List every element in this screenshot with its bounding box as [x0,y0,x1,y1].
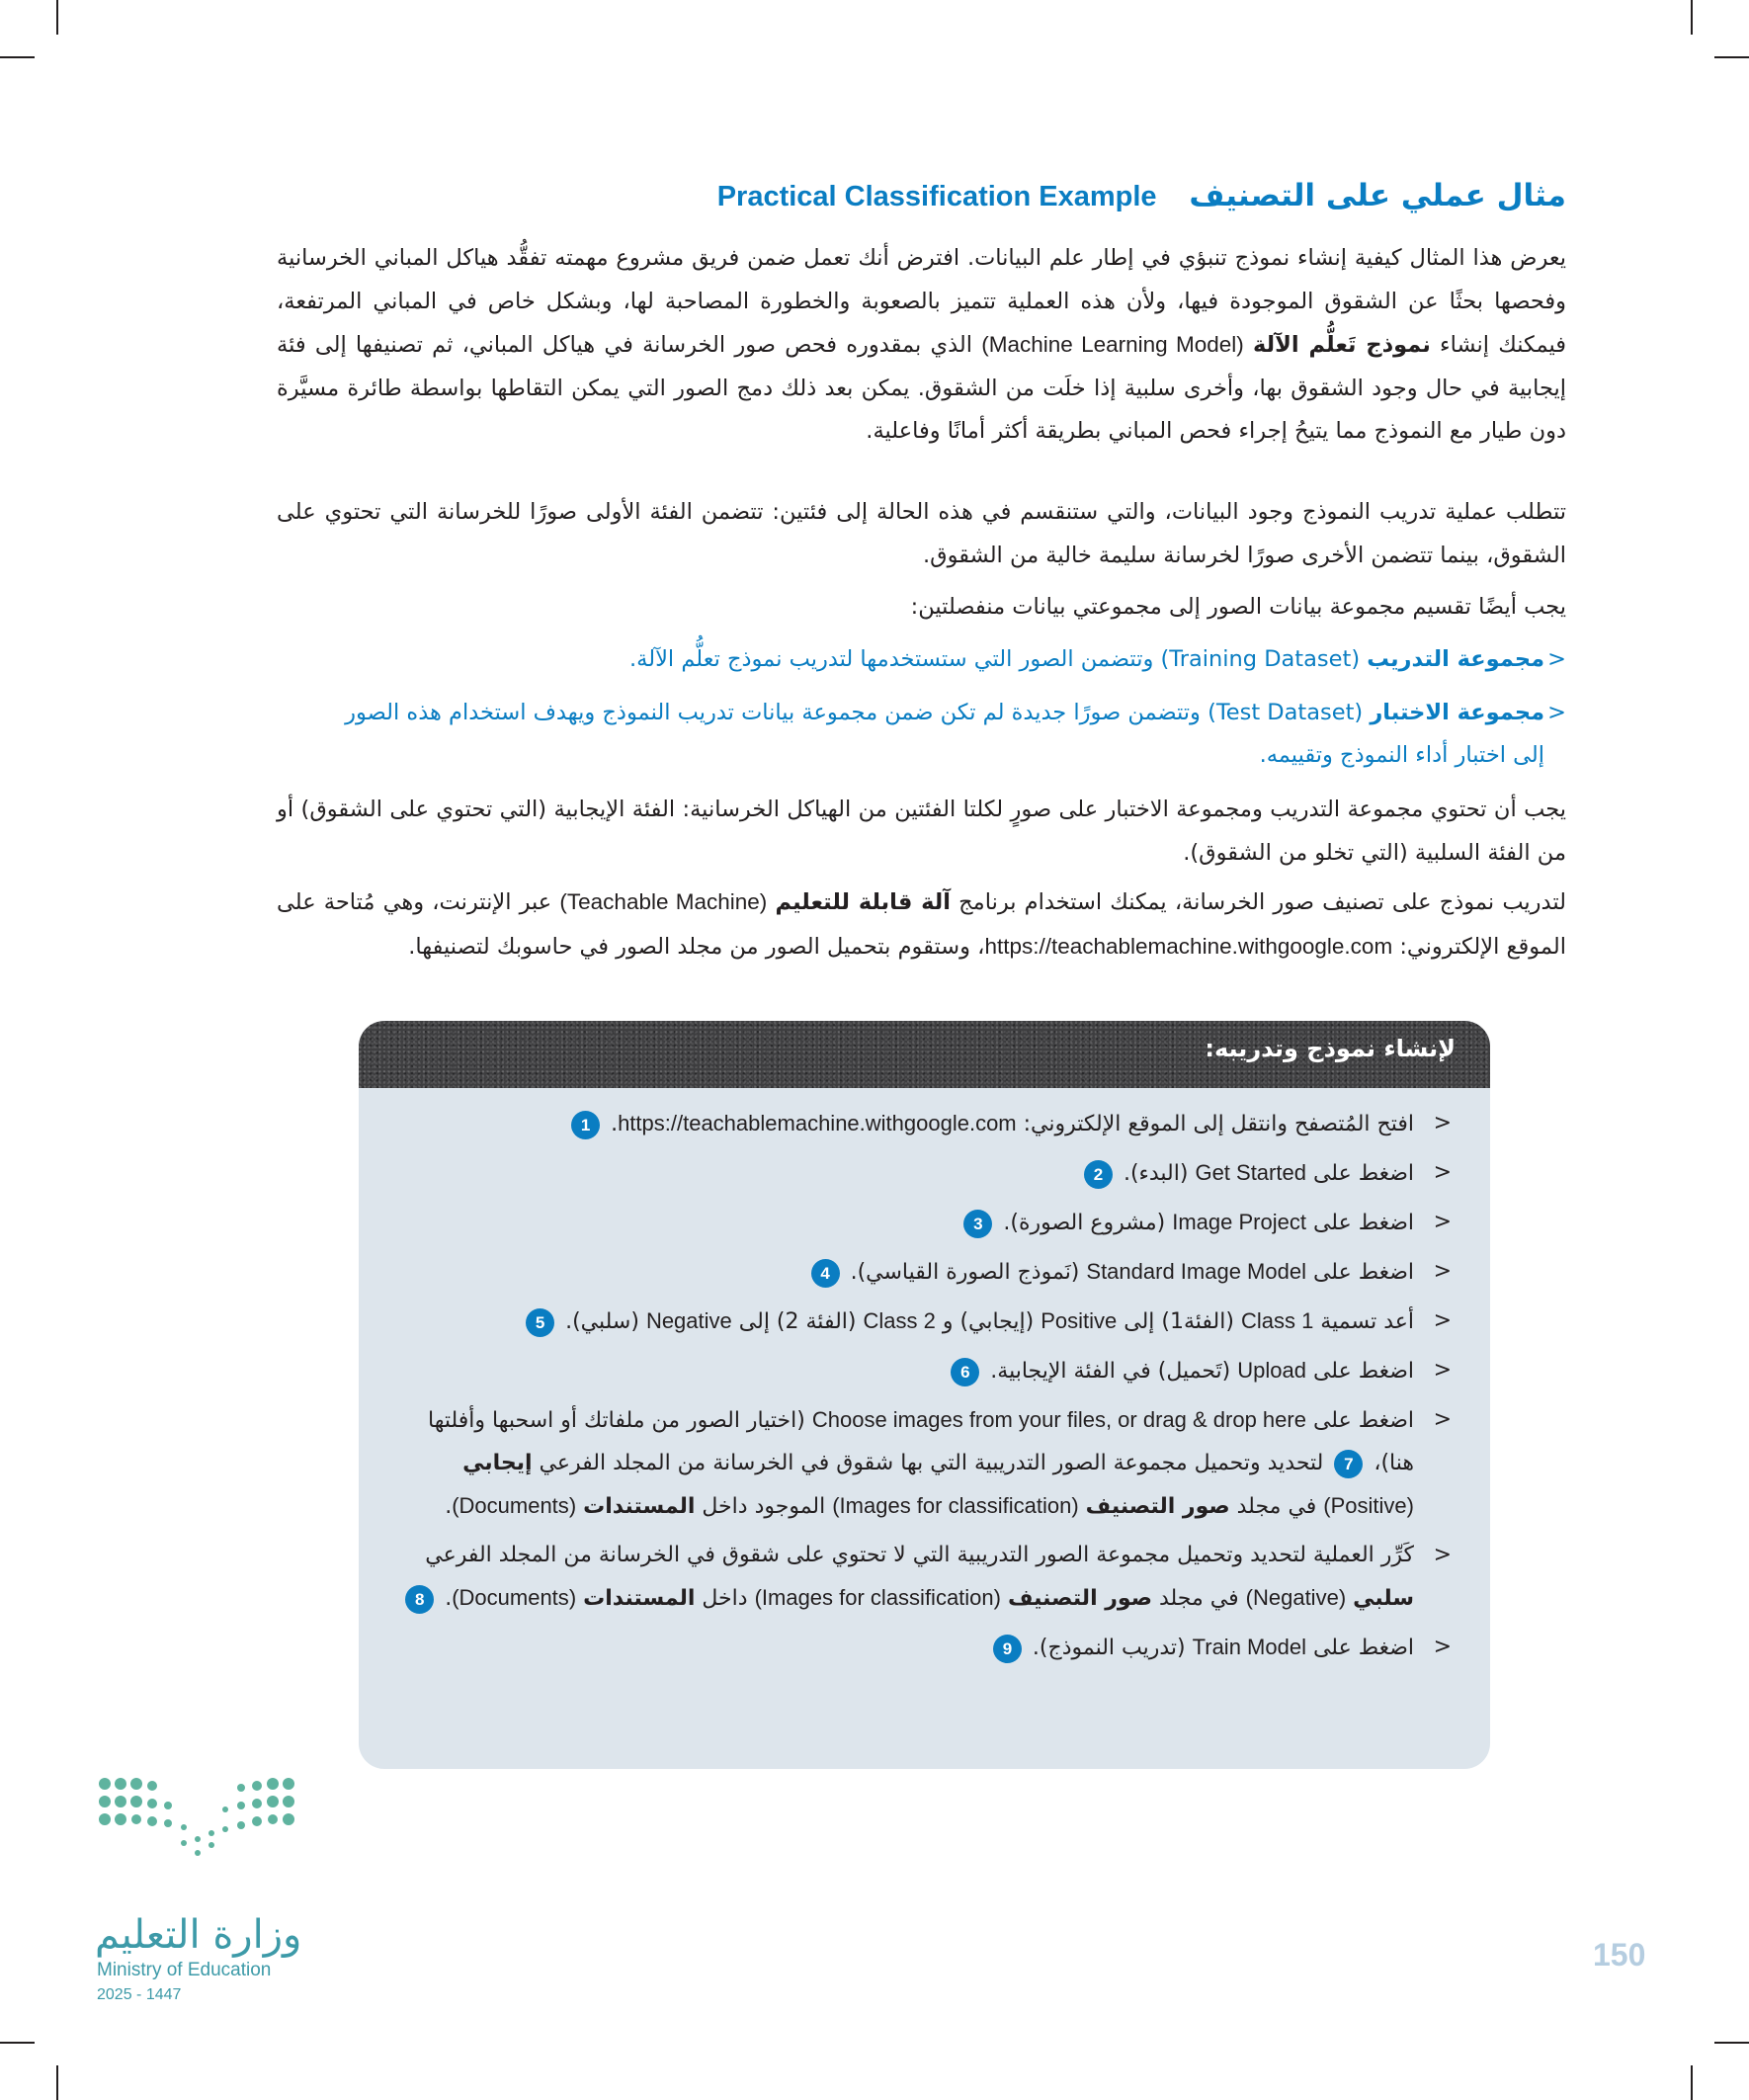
term-training-en: (Training Dataset) [1160,646,1361,672]
step-text: لتحديد وتحميل مجموعة الصور التدريبية التي بها شقوق في الخرسانة من المجلد الفرعي [532,1451,1331,1475]
step-text: في مجلد [1151,1586,1246,1611]
step-ui-label: Choose images from your files, or drag & drop here [811,1407,1306,1432]
step-number-badge: 8 [405,1585,434,1614]
step-text: . [611,1112,619,1136]
step-6 [396,1349,1456,1392]
step-ui-label: Upload [1237,1358,1306,1383]
section-title-ar: مثال عملي على التصنيف [1189,178,1566,213]
step-text: اضغط على [1305,1408,1414,1433]
step-text: (نَموذج الصورة القياسي). [850,1260,1087,1285]
step-marker: < [1433,1210,1452,1234]
step-text: أعد تسمية [1313,1309,1414,1334]
step-ui-label: Negative [645,1308,732,1333]
step-text: افتح المُتصفح وانتقل إلى الموقع الإلكتروني: [1016,1112,1414,1136]
step-text: (إيجابي) و [935,1309,1041,1334]
crop-mark [1691,0,1693,35]
step-text: (الفئة1) إلى [1117,1309,1241,1334]
intro-text: يعرض هذا المثال كيفية إنشاء نموذج تنبؤي في إطار علم البيانات. افترض أنك تعمل ضمن فريق مشروع مهمته تفقُّد هياكل المباني الخرسانية وفحصها بحثًا عن الشقوق الموجودة فيها، ولأن هذه العملية تتميز بالصعوبة والخطورة المصاحبة لها، وبشكل خاص في المباني المرتفعة، فيمكنك إنشاء [277,245,1567,358]
step-ui-label: Standard Image Model [1086,1259,1306,1284]
step-text: (تدريب النموذج). [1032,1636,1193,1660]
teachable-url[interactable]: https://teachablemachine.withgoogle.com [984,933,1393,959]
intro-text: عبر الإنترنت، وهي مُتاحة على الموقع الإلكتروني: [277,889,1566,960]
folder-name: المستندات [583,1586,696,1611]
step-text: (اختيار الصور من ملفاتك أو اسحبها وأفلتها هنا)، [428,1408,1414,1475]
ministry-name-en: Ministry of Education [97,1960,272,1980]
step-marker: < [1433,1259,1452,1284]
step-2 [396,1151,1456,1195]
crop-mark [1714,2042,1749,2044]
step-text: (مشروع الصورة). [1003,1211,1173,1235]
folder-name-en: (Positive) [1323,1493,1414,1518]
term-ml-model: نموذج تَعلُّم الآلة [1253,332,1431,358]
page-number: 150 [1593,1937,1646,1973]
step-text: (البدء). [1123,1161,1196,1186]
step-text: اضغط على [1305,1636,1414,1660]
step-9 [396,1626,1456,1669]
step-number-badge: 7 [1334,1450,1363,1478]
folder-name-en: (Documents) [452,1585,577,1610]
step-marker: < [1433,1358,1452,1383]
step-text: داخل [695,1586,755,1611]
step-1 [396,1102,1456,1145]
step-text: اضغط على [1305,1359,1414,1384]
step-marker: < [1433,1407,1452,1432]
steps-list [396,1102,1456,1675]
step-number-badge: 9 [993,1635,1022,1663]
crop-mark [56,2065,58,2100]
step-text: اضغط على [1305,1211,1414,1235]
folder-name: صور التصنيف [1007,1586,1152,1611]
section-title [277,178,1566,229]
step-number-badge: 5 [526,1308,554,1337]
step-ui-label: Get Started [1195,1160,1306,1185]
bullet-training [277,638,1566,681]
ministry-name-ar: وزارة التعليم [95,1912,302,1958]
folder-name-en: (Images for classification) [754,1585,1001,1610]
bullet-test [277,692,1566,777]
step-text: . [445,1586,453,1611]
steps-box [359,1021,1490,1769]
step-ui-label: Class 2 [863,1308,936,1333]
step-number-badge: 6 [951,1358,979,1386]
crop-mark [0,2042,35,2044]
term-ml-model-en: (Machine Learning Model) [981,332,1244,357]
crop-mark [1691,2065,1693,2100]
term-test: مجموعة الاختبار [1370,700,1544,725]
ministry-year: 2025 - 1447 [97,1986,182,2003]
term-test-en: (Test Dataset) [1208,700,1364,725]
intro-text: ، وستقوم بتحميل الصور من مجلد الصور في حاسوبك لتصنيفها. [408,933,985,960]
intro-text: لتدريب نموذج على تصنيف صور الخرسانة، يمكنك استخدام برنامج [950,889,1566,915]
step-text: في مجلد [1229,1494,1324,1519]
step-3 [396,1201,1456,1244]
term-teachable-en: (Teachable Machine) [559,889,768,914]
folder-name: صور التصنيف [1085,1494,1230,1519]
step-text: . [445,1494,453,1519]
bullet-marker: < [1547,646,1566,672]
steps-box-title: لإنشاء نموذج وتدريبه: [1205,1035,1456,1062]
step-number-badge: 2 [1084,1160,1113,1189]
step-text: (الفئة 2) إلى [731,1309,864,1334]
step-ui-label: Image Project [1172,1210,1306,1234]
folder-name-en: (Negative) [1245,1585,1347,1610]
step-ui-label: Train Model [1192,1635,1306,1659]
step-marker: < [1433,1308,1452,1333]
step-marker: < [1433,1160,1452,1185]
intro-paragraph-3: يجب أيضًا تقسيم مجموعة بيانات الصور إلى مجموعتي بيانات منفصلتين: [910,594,1566,620]
term-training: مجموعة التدريب [1367,646,1544,672]
step-text: اضغط على [1305,1161,1414,1186]
step-8 [396,1534,1456,1620]
intro-paragraph-5 [277,881,1566,968]
intro-paragraph-4: يجب أن تحتوي مجموعة التدريب ومجموعة الاختبار على صورٍ لكلتا الفئتين من الهياكل الخرسانية: الفئة الإيجابية (التي تحتوي على الشقوق) أو من الفئة السلبية (التي تخلو من الشقوق). [277,797,1566,866]
ministry-logo-icon [95,1774,312,1897]
step-number-badge: 1 [571,1111,600,1139]
step-7 [396,1398,1456,1528]
step-number-badge: 3 [963,1210,992,1238]
step-text: (سلبي). [565,1309,646,1334]
folder-name: إيجابي [462,1451,533,1475]
folder-name-en: (Documents) [452,1493,577,1518]
step-text: كَرِّر العملية لتحديد وتحميل مجموعة الصور التدريبية التي لا تحتوي على شقوق في الخرسانة من المجلد الفرعي [425,1543,1414,1567]
step-marker: < [1433,1543,1452,1567]
step-marker: < [1433,1635,1452,1659]
crop-mark [0,56,35,58]
step-text: اضغط على [1305,1260,1414,1285]
folder-name-en: (Images for classification) [832,1493,1079,1518]
bullet-text: وتتضمن صورًا جديدة لم تكن ضمن مجموعة بيانات تدريب النموذج ويهدف استخدام هذه الصور [345,700,1208,725]
term-teachable: آلة قابلة للتعليم [775,889,951,915]
step-marker: < [1433,1111,1452,1135]
step-text: (تَحميل) في الفئة الإيجابية. [990,1359,1238,1384]
section-title-en: Practical Classification Example [716,181,1157,212]
steps-box-header [359,1021,1490,1088]
step-url[interactable]: https://teachablemachine.withgoogle.com [618,1111,1017,1135]
folder-name: المستندات [583,1494,696,1519]
bullet-text: وتتضمن الصور التي ستستخدمها لتدريب نموذج تعلُّم الآلة. [629,646,1161,672]
crop-mark [1714,56,1749,58]
step-ui-label: Class 1 [1240,1308,1314,1333]
step-number-badge: 4 [811,1259,840,1288]
intro-text: الذي بمقدوره فحص صور الخرسانة في هياكل المباني، ثم تصنيفها إلى فئة إيجابية في حال وجود الشقوق بها، وأخرى سلبية إذا خلَت من الشقوق. يمكن بعد ذلك دمج الصور التي يمكن التقاطها بواسطة طائرة مسيَّرة دون طيار مع النموذج مما يتيحُ إجراء فحص المباني بطريقة أكثر أمانًا وفاعلية. [277,332,1566,444]
intro-paragraph-2: تتطلب عملية تدريب النموذج وجود البيانات، والتي ستنقسم في هذه الحالة إلى فئتين: تتضمن الفئة الأولى صورًا للخرسانة التي تحتوي على الشقوق، بينما تتضمن الأخرى صورًا لخرسانة سليمة خالية من الشقوق. [277,499,1566,568]
intro-paragraph-1 [277,237,1566,454]
step-5 [396,1300,1456,1343]
step-4 [396,1250,1456,1294]
step-text: الموجود داخل [695,1494,833,1519]
bullet-text-cont: إلى اختبار أداء النموذج وتقييمه. [1259,742,1544,768]
step-ui-label: Positive [1041,1308,1118,1333]
folder-name: سلبي [1353,1586,1414,1611]
bullet-marker: < [1547,700,1566,725]
crop-mark [56,0,58,35]
